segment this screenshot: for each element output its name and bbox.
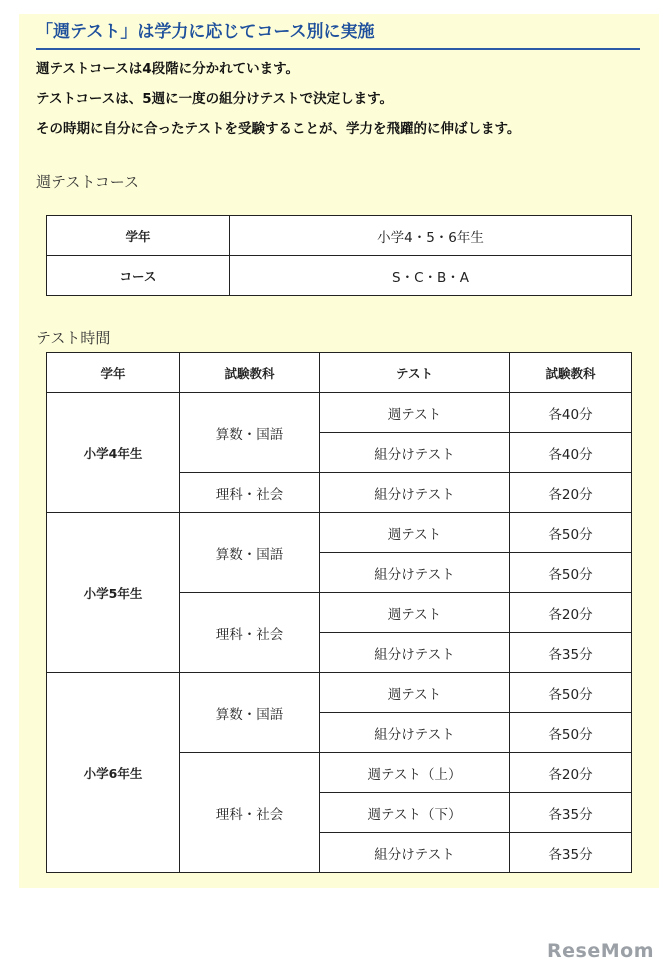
- intro-line: テストコースは、5週に一度の組分けテストで決定します。: [36, 91, 394, 107]
- subject-cell: 算数・国語: [180, 393, 320, 473]
- column-header: テスト: [320, 353, 510, 393]
- column-header: 試験教科: [510, 353, 632, 393]
- intro-line: 週テストコースは4段階に分かれています。: [36, 61, 300, 77]
- time-cell: 各35分: [510, 833, 632, 873]
- intro-text: [36, 54, 646, 144]
- table-row: [47, 393, 632, 433]
- table-row: [47, 673, 632, 713]
- test-cell: 組分けテスト: [320, 553, 510, 593]
- test-cell: 週テスト（上）: [320, 753, 510, 793]
- table-row: [47, 513, 632, 553]
- test-cell: 週テスト: [320, 673, 510, 713]
- test-cell: 組分けテスト: [320, 473, 510, 513]
- time-section-title: テスト時間: [36, 329, 111, 347]
- time-cell: 各50分: [510, 673, 632, 713]
- subject-cell: 理科・社会: [180, 593, 320, 673]
- time-cell: 各40分: [510, 393, 632, 433]
- time-cell: 各35分: [510, 793, 632, 833]
- grade-cell: 小学4年生: [47, 393, 180, 513]
- time-cell: 各35分: [510, 633, 632, 673]
- test-cell: 週テスト: [320, 513, 510, 553]
- test-cell: 組分けテスト: [320, 433, 510, 473]
- table-row: [47, 216, 632, 256]
- section-heading: 「週テスト」は学力に応じてコース別に実施: [36, 20, 640, 50]
- row-value: 小学4・5・6年生: [230, 216, 632, 256]
- row-label: コース: [47, 256, 230, 296]
- resemom-logo: ReseMom: [547, 940, 654, 962]
- header-row: [47, 353, 632, 393]
- grade-cell: 小学5年生: [47, 513, 180, 673]
- time-cell: 各20分: [510, 753, 632, 793]
- test-cell: 組分けテスト: [320, 833, 510, 873]
- intro-line: その時期に自分に合ったテストを受験することが、学力を飛躍的に伸ばします。: [36, 121, 521, 137]
- test-cell: 週テスト（下）: [320, 793, 510, 833]
- course-section-title: 週テストコース: [36, 173, 140, 191]
- test-time-table: [46, 352, 632, 873]
- time-cell: 各40分: [510, 433, 632, 473]
- subject-cell: 算数・国語: [180, 513, 320, 593]
- time-cell: 各20分: [510, 473, 632, 513]
- row-value: S・C・B・A: [230, 256, 632, 296]
- subject-cell: 算数・国語: [180, 673, 320, 753]
- test-cell: 週テスト: [320, 393, 510, 433]
- row-label: 学年: [47, 216, 230, 256]
- subject-cell: 理科・社会: [180, 753, 320, 873]
- test-cell: 組分けテスト: [320, 713, 510, 753]
- subject-cell: 理科・社会: [180, 473, 320, 513]
- column-header: 試験教科: [180, 353, 320, 393]
- time-cell: 各20分: [510, 593, 632, 633]
- time-cell: 各50分: [510, 713, 632, 753]
- table-row: [47, 256, 632, 296]
- test-cell: 組分けテスト: [320, 633, 510, 673]
- column-header: 学年: [47, 353, 180, 393]
- course-table: [46, 215, 632, 296]
- grade-cell: 小学6年生: [47, 673, 180, 873]
- test-cell: 週テスト: [320, 593, 510, 633]
- time-cell: 各50分: [510, 513, 632, 553]
- time-cell: 各50分: [510, 553, 632, 593]
